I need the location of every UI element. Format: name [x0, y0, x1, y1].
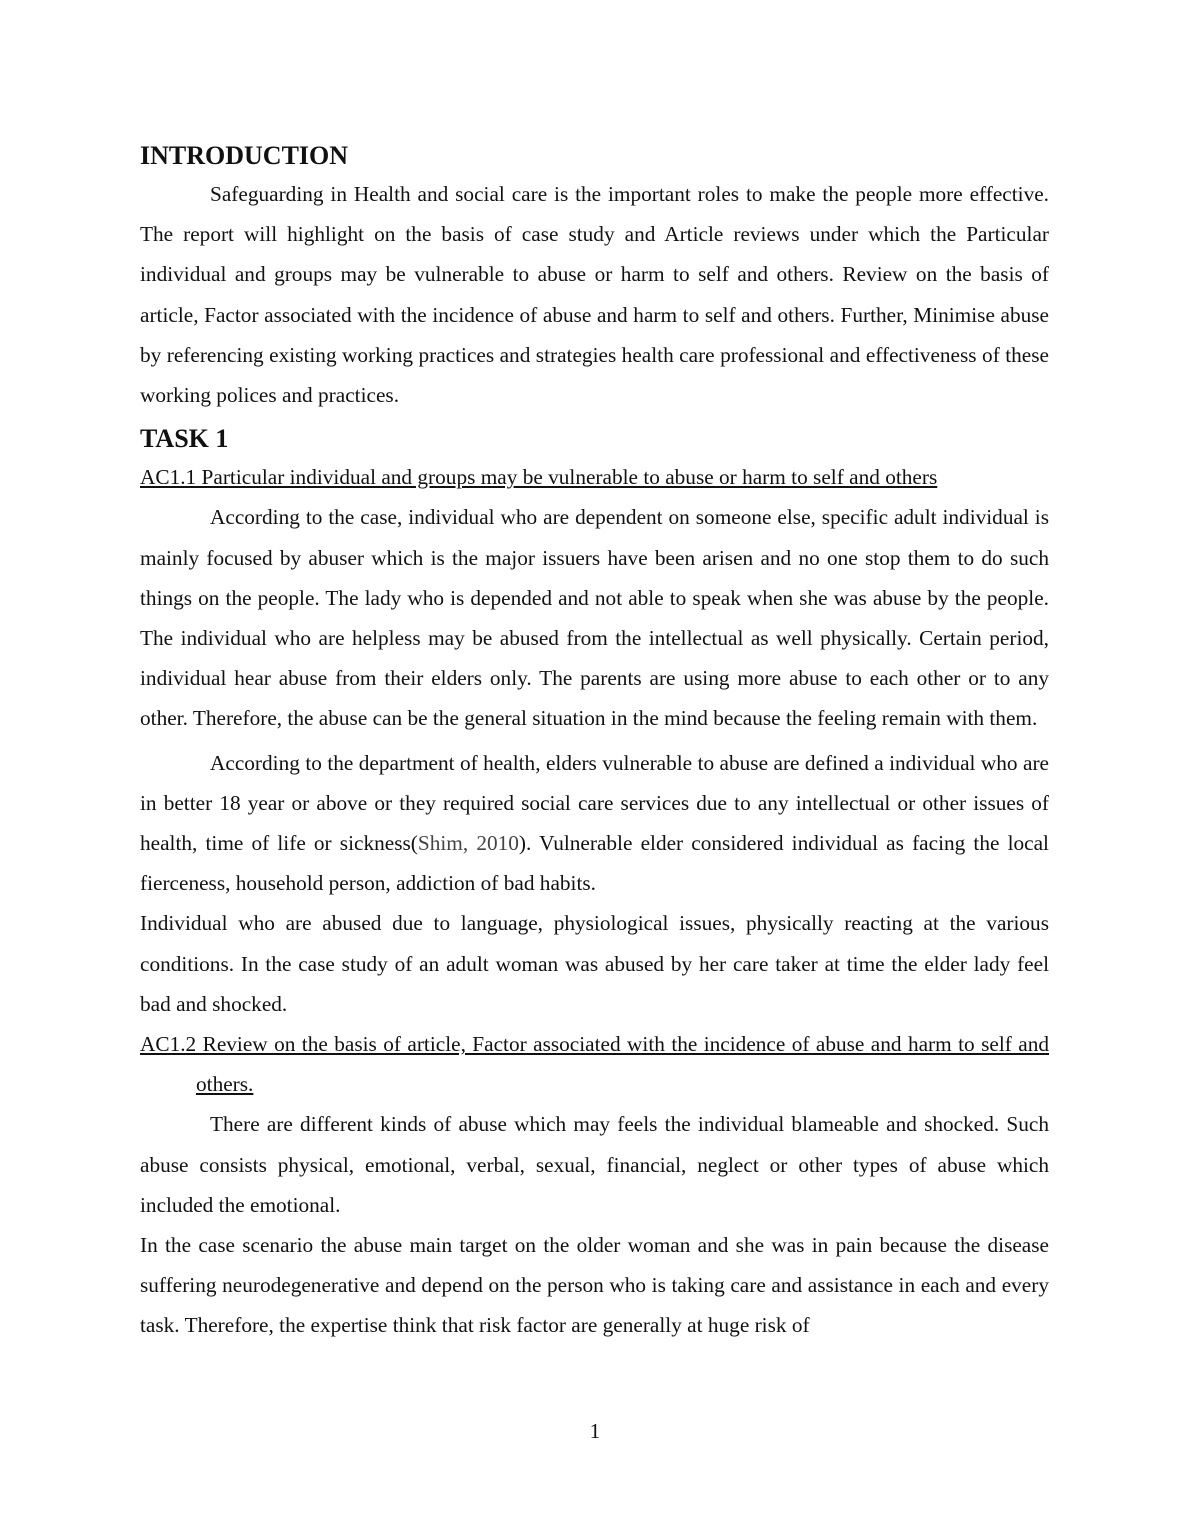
citation-shim-2010: Shim, 2010: [417, 831, 519, 856]
ac1-1-paragraph-2-text-b: ). Vulnerable elder considered individual as facing the local fierceness, household person, addiction of bad habits.: [140, 831, 1049, 896]
task-1-heading: TASK 1: [140, 424, 229, 454]
ac1-1-paragraph-1: According to the case, individual who are dependent on someone else, specific adult individual is mainly focused by abuser which is the major issuers have been arisen and no one stop them to do such things on the people. The lady who is depended and not able to speak when she was abuse by the people. The individual who are helpless may be abused from the intellectual as well physically. Certain period, individual hear abuse from their elders only. The parents are using more abuse to each other or to any other. Therefore, the abuse can be the general situation in the mind because the feeling remain with them.: [140, 505, 1049, 731]
ac1-2-paragraph-2: In the case scenario the abuse main target on the older woman and she was in pain because the disease suffering neurodegenerative and depend on the person who is taking care and assistance in each and every task. Therefore, the expertise think that risk factor are generally at huge risk of: [140, 1233, 1049, 1338]
document-page: [140, 138, 1049, 1346]
introduction-paragraph: Safeguarding in Health and social care is the important roles to make the people more effective. The report will highlight on the basis of case study and Article reviews under which the Particular individual and groups may be vulnerable to abuse or harm to self and others. Review on the basis of article, Factor associated with the incidence of abuse and harm to self and others. Further, Minimise abuse by referencing existing working practices and strategies health care professional and effectiveness of these working polices and practices.: [140, 182, 1049, 408]
ac1-1-paragraph-3: Individual who are abused due to language, physiological issues, physically reacting at the various conditions. In the case study of an adult woman was abused by her care taker at time the elder lady feel bad and shocked.: [140, 911, 1049, 1016]
ac1-1-paragraph-2-text-a: According to the department of health, elders vulnerable to abuse are defined a individual who are in better 18 year or above or they required social care services due to any intellectual or other issues of health, time of life or sickness(: [140, 750, 1049, 856]
page-number: 1: [589, 1419, 601, 1443]
introduction-heading: INTRODUCTION: [140, 141, 349, 170]
ac1-1-subheading: AC1.1 Particular individual and groups may be vulnerable to abuse or harm to self and others: [140, 465, 938, 490]
ac1-2-subheading: AC1.2 Review on the basis of article, Factor associated with the incidence of abuse and harm to self and others.: [140, 1032, 1049, 1097]
ac1-2-paragraph-1: There are different kinds of abuse which may feels the individual blameable and shocked. Such abuse consists physical, emotional, verbal, sexual, financial, neglect or other types of abuse which included the emotional.: [140, 1112, 1049, 1217]
ac1-1-paragraph-2: [140, 743, 1049, 904]
